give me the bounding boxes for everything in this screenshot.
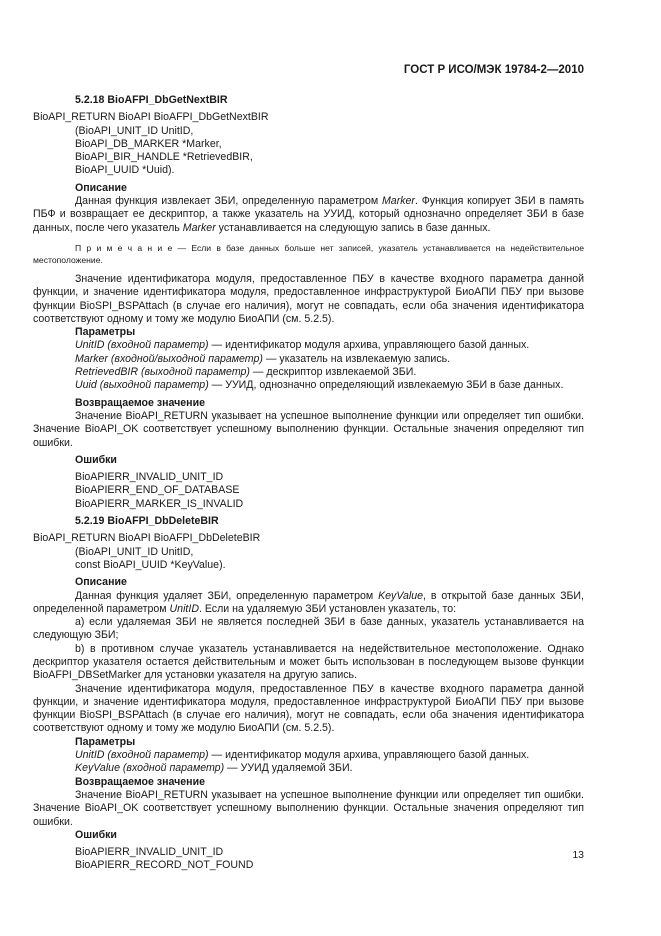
function-signature: BioAPI_RETURN BioAPI BioAFPI_DbGetNextBIR xyxy=(33,111,269,124)
parameter-item: Marker (входной/выходной параметр) — указатель на извлекаемую запись. xyxy=(75,352,451,365)
error-code: BioAPIERR_RECORD_NOT_FOUND xyxy=(75,859,254,872)
description-text: Данная функция извлекает ЗБИ, определенную параметром Marker. Функция копирует ЗБИ в память ПБФ и возвращает ее дескриптор, а также указатель на УУИД, который однозначно определяет ЗБИ в базе данных, после чего указатель Marker устанавливается на следующую запись в базе данных. xyxy=(33,195,584,234)
signature-param: BioAPI_UUID *Uuid). xyxy=(75,164,175,177)
function-signature: BioAPI_RETURN BioAPI BioAFPI_DbDeleteBIR xyxy=(33,532,261,545)
return-value-text: Значение BioAPI_RETURN указывает на успешное выполнение функции или определяет тип ошибки. Значение BioAPI_OK соответствует успешному выполнению функции. Остальные значения определяют тип ошибки. xyxy=(33,409,584,449)
list-item-a: a) если удаляемая ЗБИ не является последней ЗБИ в базе данных, указатель устанавливается на следующую ЗБИ; xyxy=(33,616,584,642)
return-value-text: Значение BioAPI_RETURN указывает на успешное выполнение функции или определяет тип ошибки. Значение BioAPI_OK соответствует успешному выполнению функции. Остальные значения определяют тип ошибки. xyxy=(33,788,584,828)
parameter-item: Uuid (выходной параметр) — УУИД, однозначно определяющий извлекаемую ЗБИ в базе данных. xyxy=(75,379,564,392)
description-title: Описание xyxy=(75,576,127,589)
errors-title: Ошибки xyxy=(75,453,117,466)
description-title: Описание xyxy=(75,181,127,194)
return-value-title: Возвращаемое значение xyxy=(75,775,205,788)
module-id-paragraph: Значение идентификатора модуля, предоставленное ПБУ в качестве входного параметра данной функции, и значение идентификатора модуля, предоставленное инфраструктурой БиоАПИ ПБУ при вызове функции BioSPI_BSPAttach (в случае его наличия), могут не совпадать, если оба значения идентификатора соответствуют одному и тому же модулю БиоАПИ (см. 5.2.5). xyxy=(33,682,584,735)
error-code: BioAPIERR_INVALID_UNIT_ID xyxy=(75,846,224,859)
errors-title: Ошибки xyxy=(75,828,117,841)
description-text: Данная функция удаляет ЗБИ, определенную параметром KeyValue, в открытой базе данных ЗБИ, определенной параметром UnitID. Если на удаляемую ЗБИ установлен указатель, то: xyxy=(33,589,584,615)
error-code: BioAPIERR_MARKER_IS_INVALID xyxy=(75,497,244,510)
parameters-title: Параметры xyxy=(75,735,136,748)
page-content xyxy=(33,94,584,873)
parameter-item: UnitID (входной параметр) — идентификатор модуля архива, управляющего базой данных. xyxy=(75,339,530,352)
error-code: BioAPIERR_END_OF_DATABASE xyxy=(75,484,240,497)
signature-param: const BioAPI_UUID *KeyValue). xyxy=(75,558,226,571)
document-header: ГОСТ Р ИСО/МЭК 19784-2—2010 xyxy=(403,64,584,76)
parameter-item: UnitID (входной параметр) — идентификатор модуля архива, управляющего базой данных. xyxy=(75,749,530,762)
page-number: 13 xyxy=(572,849,584,861)
signature-param: BioAPI_BIR_HANDLE *RetrievedBIR, xyxy=(75,151,253,164)
signature-param: BioAPI_DB_MARKER *Marker, xyxy=(75,137,222,150)
list-item-b: b) в противном случае указатель устанавливается на недействительное местоположение. Однако дескриптор указателя остается действительным и может быть использован в последующем вызове функции BioAFPI_DBSetMarker для установки указателя на другую запись. xyxy=(33,642,584,682)
return-value-title: Возвращаемое значение xyxy=(75,396,205,409)
module-id-paragraph: Значение идентификатора модуля, предоставленное ПБУ в качестве входного параметра данной функции, и значение идентификатора модуля, предоставленное инфраструктурой БиоАПИ ПБУ при вызове функции BioSPI_BSPAttach (в случае его наличия), могут не совпадать, если оба значения идентификатора соответствуют одному и тому же модулю БиоАПИ (см. 5.2.5). xyxy=(33,272,584,325)
section-heading: 5.2.19 BioAFPI_DbDeleteBIR xyxy=(75,515,219,528)
signature-param: (BioAPI_UNIT_ID UnitID, xyxy=(75,124,194,137)
signature-param: (BioAPI_UNIT_ID UnitID, xyxy=(75,545,194,558)
parameter-item: KeyValue (входной параметр) — УУИД удаляемой ЗБИ. xyxy=(75,762,353,775)
parameter-item: RetrievedBIR (выходной параметр) — дескриптор извлекаемой ЗБИ. xyxy=(75,366,417,379)
parameters-title: Параметры xyxy=(75,326,136,339)
error-code: BioAPIERR_INVALID_UNIT_ID xyxy=(75,471,224,484)
section-heading: 5.2.18 BioAFPI_DbGetNextBIR xyxy=(75,94,228,106)
note: П р и м е ч а н и е — Если в базе данных больше нет записей, указатель устанавливается на недействительное местоположение. xyxy=(33,242,585,265)
